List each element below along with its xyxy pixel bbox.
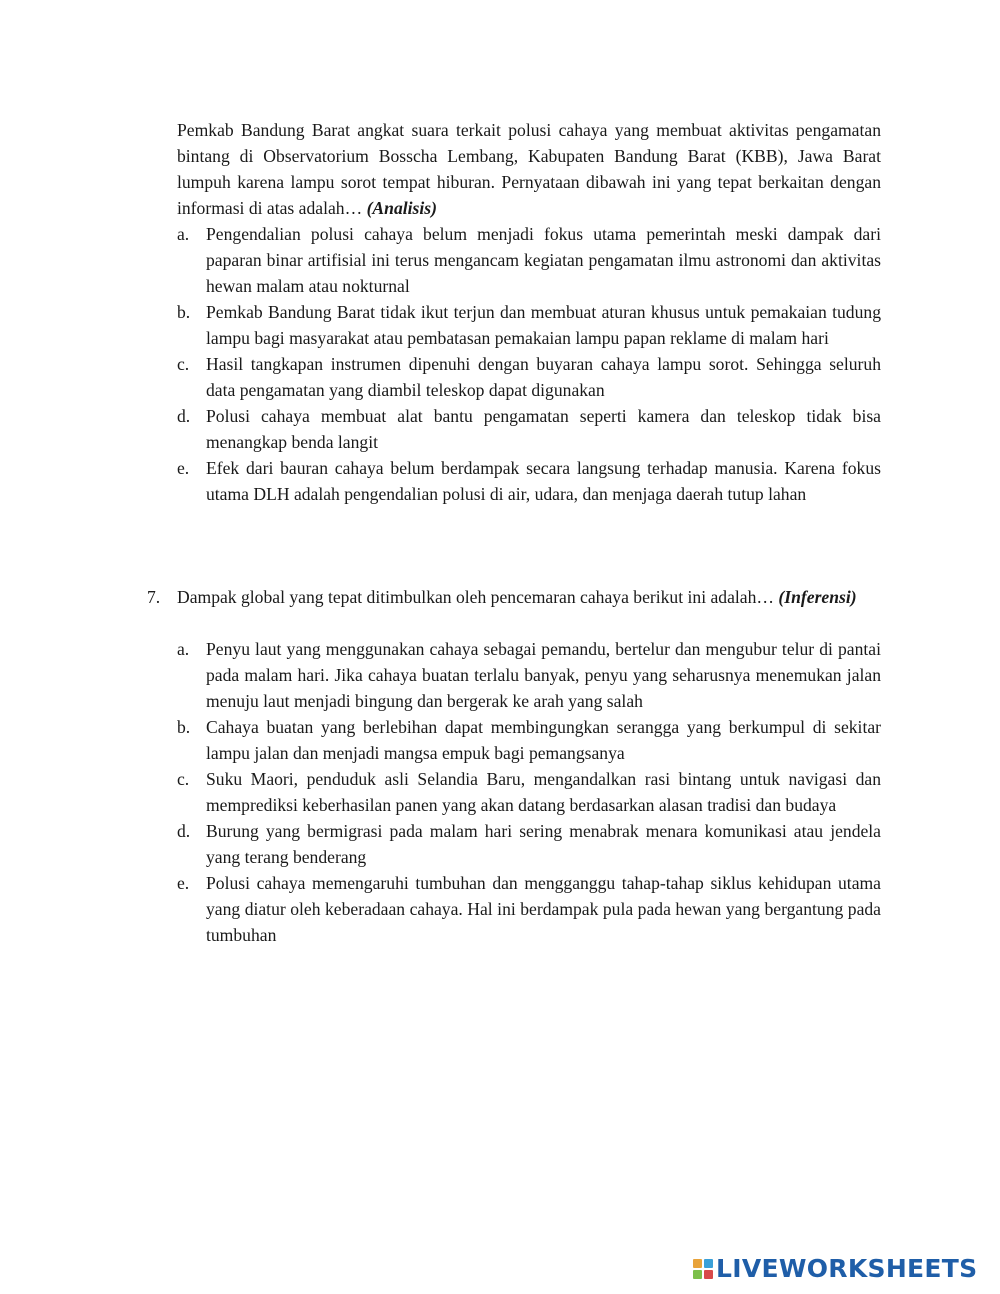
question-6-option-d: [177, 403, 881, 455]
liveworksheets-brand-text: LIVEWORKSHEETS: [716, 1254, 978, 1283]
question-7-tag: (Inferensi): [778, 587, 857, 607]
option-letter: b.: [177, 302, 191, 322]
question-7-option-c: [177, 766, 881, 818]
liveworksheets-logo[interactable]: [693, 1254, 977, 1284]
question-6-stem-text: Pemkab Bandung Barat angkat suara terkait polusi cahaya yang membuat aktivitas pengamatan bintang di Observatorium Bosscha Lembang, Kabupaten Bandung Barat (KBB), Jawa Barat lumpuh karena lampu sorot tempat hiburan. Pernyataan dibawah ini yang tepat berkaitan dengan informasi di atas adalah…: [177, 120, 881, 218]
option-letter: d.: [177, 406, 191, 426]
question-7-option-d: [177, 818, 881, 870]
option-letter: a.: [177, 639, 190, 659]
question-7-stem: [147, 584, 881, 610]
option-letter: e.: [177, 873, 190, 893]
option-text: Cahaya buatan yang berlebihan dapat membingungkan serangga yang berkumpul di sekitar lampu jalan dan menjadi mangsa empuk bagi pemangsanya: [206, 717, 881, 763]
question-6-options: [177, 221, 881, 507]
question-7-option-b: [177, 714, 881, 766]
question-6-stem: [177, 117, 881, 221]
option-text: Suku Maori, penduduk asli Selandia Baru, mengandalkan rasi bintang untuk navigasi dan memprediksi keberhasilan panen yang akan datang berdasarkan alasan tradisi dan budaya: [206, 769, 881, 815]
option-text: Burung yang bermigrasi pada malam hari sering menabrak menara komunikasi atau jendela yang terang benderang: [206, 821, 881, 867]
option-letter: c.: [177, 354, 190, 374]
question-7-number: 7.: [147, 587, 161, 607]
question-7-options: [177, 636, 881, 948]
option-letter: e.: [177, 458, 190, 478]
question-6-tag: (Analisis): [366, 198, 437, 218]
logo-square-icon: [704, 1270, 713, 1279]
option-text: Efek dari bauran cahaya belum berdampak secara langsung terhadap manusia. Karena fokus utama DLH adalah pengendalian polusi di air, udara, dan menjaga daerah tutup lahan: [206, 458, 881, 504]
option-text: Polusi cahaya memengaruhi tumbuhan dan mengganggu tahap-tahap siklus kehidupan utama yang diatur oleh keberadaan cahaya. Hal ini berdampak pula pada hewan yang bergantung pada tumbuhan: [206, 873, 881, 945]
question-6-option-a: [177, 221, 881, 299]
option-text: Pengendalian polusi cahaya belum menjadi fokus utama pemerintah meski dampak dari paparan binar artifisial ini terus mengancam kegiatan pengamatan ilmu astronomi dan aktivitas hewan malam atau nokturnal: [206, 224, 881, 296]
question-7-body: [177, 584, 881, 610]
question-6-option-b: [177, 299, 881, 351]
option-letter: d.: [177, 821, 191, 841]
logo-square-icon: [693, 1270, 702, 1279]
logo-square-icon: [704, 1259, 713, 1268]
option-letter: c.: [177, 769, 190, 789]
option-text: Penyu laut yang menggunakan cahaya sebagai pemandu, bertelur dan mengubur telur di pantai pada malam hari. Jika cahaya buatan terlalu banyak, penyu yang seharusnya menemukan jalan menuju laut menjadi bingung dan bergerak ke arah yang salah: [206, 639, 881, 711]
question-7-option-e: [177, 870, 881, 948]
question-7-option-a: [177, 636, 881, 714]
option-text: Polusi cahaya membuat alat bantu pengamatan seperti kamera dan teleskop tidak bisa menangkap benda langit: [206, 406, 881, 452]
option-letter: b.: [177, 717, 191, 737]
option-text: Hasil tangkapan instrumen dipenuhi dengan buyaran cahaya lampu sorot. Sehingga seluruh data pengamatan yang diambil teleskop dapat digunakan: [206, 354, 881, 400]
question-6-option-e: [177, 455, 881, 507]
option-text: Pemkab Bandung Barat tidak ikut terjun dan membuat aturan khusus untuk pemakaian tudung lampu bagi masyarakat atau pembatasan pemakaian lampu papan reklame di malam hari: [206, 302, 881, 348]
option-letter: a.: [177, 224, 190, 244]
question-6-option-c: [177, 351, 881, 403]
liveworksheets-logo-icon: [693, 1259, 713, 1279]
logo-square-icon: [693, 1259, 702, 1268]
question-7-stem-text: Dampak global yang tepat ditimbulkan oleh pencemaran cahaya berikut ini adalah…: [177, 587, 774, 607]
